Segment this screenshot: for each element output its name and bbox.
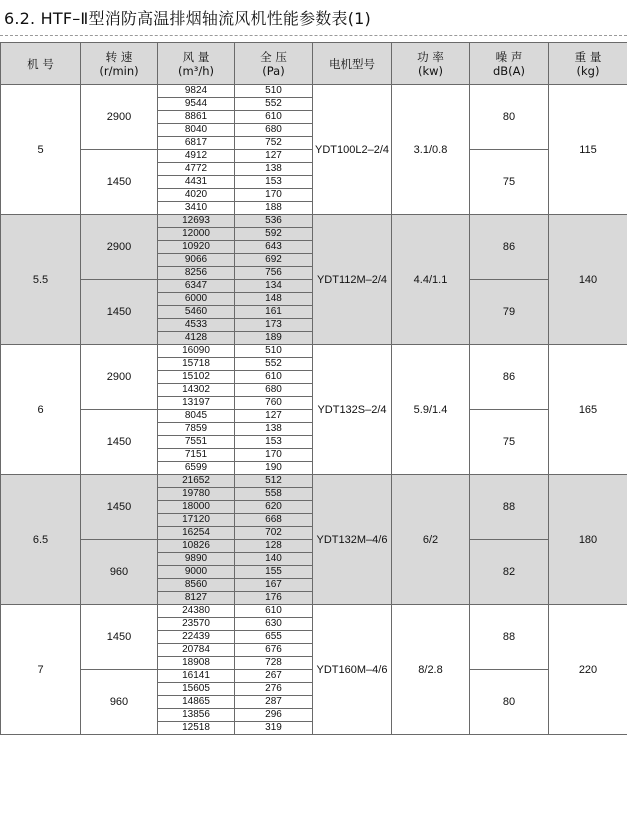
table-row — [1, 475, 627, 488]
noise-cell: 86 — [470, 345, 549, 410]
airflow-cell: 6347 — [158, 280, 235, 293]
airflow-cell: 13197 — [158, 397, 235, 410]
noise-cell: 75 — [470, 150, 549, 215]
airflow-cell: 24380 — [158, 605, 235, 618]
speed-cell: 2900 — [81, 345, 158, 410]
airflow-cell: 4772 — [158, 163, 235, 176]
machine-no-cell: 6.5 — [1, 475, 81, 605]
pressure-cell: 189 — [235, 332, 313, 345]
table-row — [1, 85, 627, 98]
airflow-cell: 12000 — [158, 228, 235, 241]
speed-cell: 1450 — [81, 605, 158, 670]
airflow-cell: 16254 — [158, 527, 235, 540]
motor-model-cell: YDT132S–2/4 — [313, 345, 392, 475]
airflow-cell: 5460 — [158, 306, 235, 319]
pressure-cell: 153 — [235, 436, 313, 449]
performance-table — [0, 42, 627, 735]
power-cell: 8/2.8 — [392, 605, 470, 735]
header-power: 功 率 (kw) — [392, 43, 470, 85]
airflow-cell: 8256 — [158, 267, 235, 280]
pressure-cell: 630 — [235, 618, 313, 631]
header-motor-model: 电机型号 — [313, 43, 392, 85]
pressure-cell: 127 — [235, 410, 313, 423]
noise-cell: 80 — [470, 670, 549, 735]
motor-model-cell: YDT112M–2/4 — [313, 215, 392, 345]
header-airflow: 风 量 (m³/h) — [158, 43, 235, 85]
pressure-cell: 138 — [235, 423, 313, 436]
airflow-cell: 16141 — [158, 670, 235, 683]
airflow-cell: 3410 — [158, 202, 235, 215]
airflow-cell: 7151 — [158, 449, 235, 462]
speed-cell: 1450 — [81, 475, 158, 540]
airflow-cell: 8040 — [158, 124, 235, 137]
motor-model-cell: YDT100L2–2/4 — [313, 85, 392, 215]
power-cell: 3.1/0.8 — [392, 85, 470, 215]
pressure-cell: 552 — [235, 358, 313, 371]
pressure-cell: 680 — [235, 124, 313, 137]
pressure-cell: 138 — [235, 163, 313, 176]
title-divider — [0, 35, 627, 36]
pressure-cell: 610 — [235, 111, 313, 124]
airflow-cell: 16090 — [158, 345, 235, 358]
power-cell: 5.9/1.4 — [392, 345, 470, 475]
motor-model-cell: YDT160M–4/6 — [313, 605, 392, 735]
airflow-cell: 20784 — [158, 644, 235, 657]
pressure-cell: 173 — [235, 319, 313, 332]
airflow-cell: 9544 — [158, 98, 235, 111]
airflow-cell: 8045 — [158, 410, 235, 423]
machine-no-cell: 6 — [1, 345, 81, 475]
pressure-cell: 668 — [235, 514, 313, 527]
pressure-cell: 610 — [235, 605, 313, 618]
header-speed: 转 速 (r/min) — [81, 43, 158, 85]
airflow-cell: 9824 — [158, 85, 235, 98]
pressure-cell: 188 — [235, 202, 313, 215]
pressure-cell: 140 — [235, 553, 313, 566]
pressure-cell: 676 — [235, 644, 313, 657]
motor-model-cell: YDT132M–4/6 — [313, 475, 392, 605]
airflow-cell: 14865 — [158, 696, 235, 709]
airflow-cell: 4020 — [158, 189, 235, 202]
airflow-cell: 9066 — [158, 254, 235, 267]
airflow-cell: 23570 — [158, 618, 235, 631]
noise-cell: 75 — [470, 410, 549, 475]
pressure-cell: 319 — [235, 722, 313, 735]
airflow-cell: 12693 — [158, 215, 235, 228]
pressure-cell: 296 — [235, 709, 313, 722]
pressure-cell: 680 — [235, 384, 313, 397]
power-cell: 6/2 — [392, 475, 470, 605]
noise-cell: 88 — [470, 605, 549, 670]
airflow-cell: 8127 — [158, 592, 235, 605]
table-row — [1, 605, 627, 618]
pressure-cell: 728 — [235, 657, 313, 670]
airflow-cell: 18908 — [158, 657, 235, 670]
pressure-cell: 510 — [235, 85, 313, 98]
airflow-cell: 9000 — [158, 566, 235, 579]
weight-cell: 180 — [549, 475, 627, 605]
speed-cell: 960 — [81, 540, 158, 605]
table-row — [1, 345, 627, 358]
airflow-cell: 10826 — [158, 540, 235, 553]
page-title: 6.2. HTF–Ⅱ型消防高温排烟轴流风机性能参数表(1) — [4, 9, 371, 28]
airflow-cell: 4431 — [158, 176, 235, 189]
airflow-cell: 8861 — [158, 111, 235, 124]
speed-cell: 2900 — [81, 215, 158, 280]
airflow-cell: 12518 — [158, 722, 235, 735]
header-pressure: 全 压 (Pa) — [235, 43, 313, 85]
airflow-cell: 19780 — [158, 488, 235, 501]
pressure-cell: 176 — [235, 592, 313, 605]
pressure-cell: 170 — [235, 189, 313, 202]
airflow-cell: 4128 — [158, 332, 235, 345]
pressure-cell: 760 — [235, 397, 313, 410]
pressure-cell: 643 — [235, 241, 313, 254]
airflow-cell: 8560 — [158, 579, 235, 592]
airflow-cell: 6817 — [158, 137, 235, 150]
pressure-cell: 134 — [235, 280, 313, 293]
weight-cell: 220 — [549, 605, 627, 735]
airflow-cell: 22439 — [158, 631, 235, 644]
table-row — [1, 215, 627, 228]
speed-cell: 1450 — [81, 280, 158, 345]
pressure-cell: 127 — [235, 150, 313, 163]
weight-cell: 140 — [549, 215, 627, 345]
noise-cell: 88 — [470, 475, 549, 540]
noise-cell: 82 — [470, 540, 549, 605]
pressure-cell: 512 — [235, 475, 313, 488]
pressure-cell: 752 — [235, 137, 313, 150]
table-body — [1, 85, 627, 735]
machine-no-cell: 7 — [1, 605, 81, 735]
airflow-cell: 7859 — [158, 423, 235, 436]
pressure-cell: 128 — [235, 540, 313, 553]
airflow-cell: 7551 — [158, 436, 235, 449]
speed-cell: 960 — [81, 670, 158, 735]
pressure-cell: 190 — [235, 462, 313, 475]
pressure-cell: 167 — [235, 579, 313, 592]
noise-cell: 79 — [470, 280, 549, 345]
airflow-cell: 15102 — [158, 371, 235, 384]
pressure-cell: 552 — [235, 98, 313, 111]
speed-cell: 2900 — [81, 85, 158, 150]
airflow-cell: 15605 — [158, 683, 235, 696]
airflow-cell: 18000 — [158, 501, 235, 514]
pressure-cell: 756 — [235, 267, 313, 280]
pressure-cell: 155 — [235, 566, 313, 579]
power-cell: 4.4/1.1 — [392, 215, 470, 345]
airflow-cell: 17120 — [158, 514, 235, 527]
header-machine-no: 机 号 — [1, 43, 81, 85]
airflow-cell: 15718 — [158, 358, 235, 371]
pressure-cell: 592 — [235, 228, 313, 241]
machine-no-cell: 5.5 — [1, 215, 81, 345]
airflow-cell: 6000 — [158, 293, 235, 306]
weight-cell: 115 — [549, 85, 627, 215]
pressure-cell: 161 — [235, 306, 313, 319]
pressure-cell: 287 — [235, 696, 313, 709]
header-row — [1, 43, 627, 85]
speed-cell: 1450 — [81, 410, 158, 475]
pressure-cell: 620 — [235, 501, 313, 514]
airflow-cell: 9890 — [158, 553, 235, 566]
airflow-cell: 4912 — [158, 150, 235, 163]
pressure-cell: 702 — [235, 527, 313, 540]
pressure-cell: 610 — [235, 371, 313, 384]
airflow-cell: 13856 — [158, 709, 235, 722]
airflow-cell: 6599 — [158, 462, 235, 475]
pressure-cell: 276 — [235, 683, 313, 696]
pressure-cell: 170 — [235, 449, 313, 462]
pressure-cell: 510 — [235, 345, 313, 358]
header-weight: 重 量 (kg) — [549, 43, 627, 85]
airflow-cell: 21652 — [158, 475, 235, 488]
pressure-cell: 536 — [235, 215, 313, 228]
pressure-cell: 153 — [235, 176, 313, 189]
pressure-cell: 267 — [235, 670, 313, 683]
header-noise: 噪 声 dB(A) — [470, 43, 549, 85]
pressure-cell: 692 — [235, 254, 313, 267]
speed-cell: 1450 — [81, 150, 158, 215]
noise-cell: 86 — [470, 215, 549, 280]
pressure-cell: 655 — [235, 631, 313, 644]
airflow-cell: 10920 — [158, 241, 235, 254]
airflow-cell: 4533 — [158, 319, 235, 332]
machine-no-cell: 5 — [1, 85, 81, 215]
pressure-cell: 148 — [235, 293, 313, 306]
weight-cell: 165 — [549, 345, 627, 475]
pressure-cell: 558 — [235, 488, 313, 501]
noise-cell: 80 — [470, 85, 549, 150]
airflow-cell: 14302 — [158, 384, 235, 397]
